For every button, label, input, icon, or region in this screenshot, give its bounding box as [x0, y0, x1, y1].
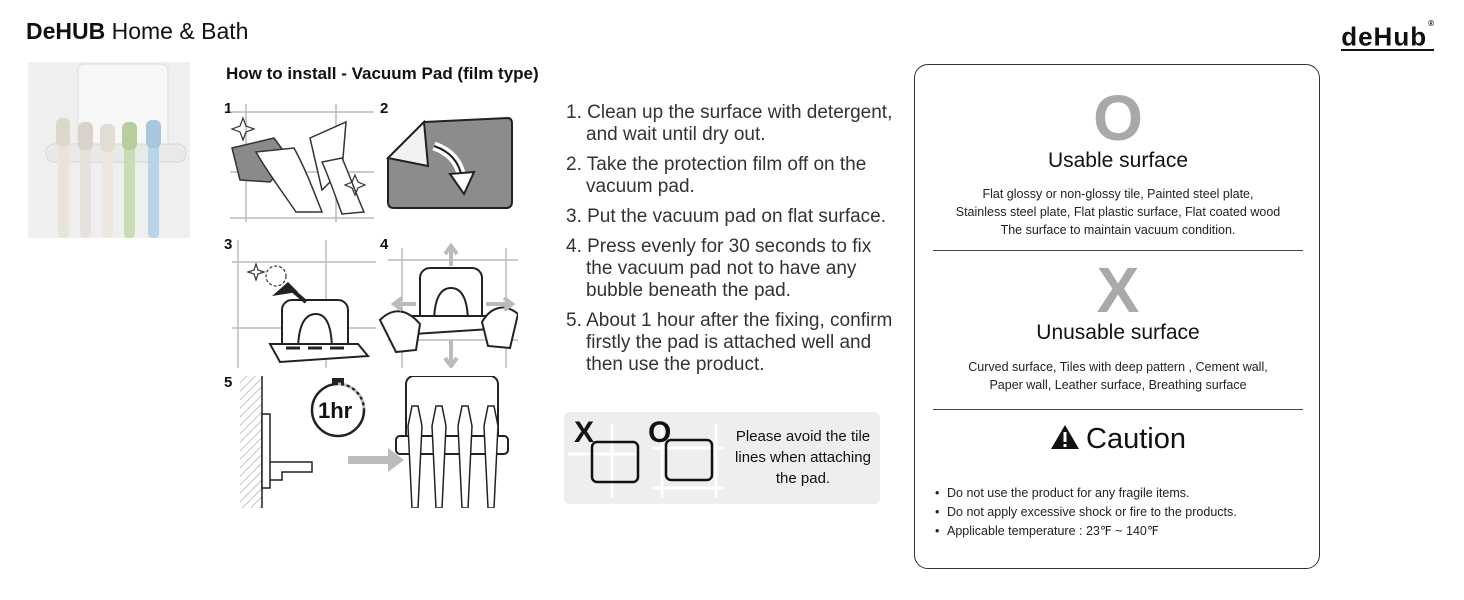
product-photo [28, 62, 190, 238]
divider [933, 250, 1303, 251]
caution-item: • Do not use the product for any fragile items. [935, 484, 1237, 503]
install-step-2: 2. Take the protection film off on the vacuum pad. [566, 154, 867, 197]
tip-text: Please avoid the tile lines when attaching the pad. [735, 428, 871, 487]
tip-bad-mark: X [574, 416, 595, 449]
toothbrush-holder-image [28, 62, 190, 238]
usable-surface-desc [915, 185, 1321, 239]
caution-item: • Applicable temperature : 23℉ ~ 140℉ [935, 522, 1237, 541]
divider [933, 409, 1303, 410]
step-number-5: 5 [224, 374, 233, 391]
usable-desc-line: Stainless steel plate, Flat plastic surface, Flat coated wood [955, 205, 1281, 219]
tip-good-mark: O [648, 416, 672, 449]
caution-list [935, 484, 1237, 541]
registered-mark: ® [1428, 19, 1435, 28]
step-number-2: 2 [380, 100, 389, 117]
step-2-peel-film-illustration [384, 116, 516, 212]
install-step-4: 4. Press evenly for 30 seconds to fix the vacuum pad not to have any bubble beneath the pad. [566, 236, 872, 301]
brand-title [26, 18, 248, 45]
step-number-1: 1 [224, 100, 233, 117]
step-4-press-pad-illustration [378, 240, 518, 368]
install-step-3: 3. Put the vacuum pad on flat surface. [566, 206, 887, 227]
brand-name: DeHUB [26, 18, 106, 44]
unusable-desc-line: Curved surface, Tiles with deep pattern , Cement wall, [968, 360, 1268, 374]
unusable-surface-title: Unusable surface [1036, 321, 1200, 344]
surface-guide-panel [914, 64, 1320, 569]
usable-mark: O [1093, 82, 1143, 154]
warning-triangle-icon [1050, 424, 1080, 450]
install-step-1: 1. Clean up the surface with detergent, and wait until dry out. [566, 102, 893, 145]
caution-title: Caution [1086, 423, 1186, 455]
unusable-surface-desc [915, 358, 1321, 394]
unusable-desc-line: Paper wall, Leather surface, Breathing surface [989, 378, 1247, 392]
install-steps-list [566, 102, 896, 384]
install-title: How to install - Vacuum Pad (film type) [226, 64, 539, 83]
unusable-mark: X [1096, 254, 1140, 326]
timer-label: 1hr [318, 398, 353, 423]
dehub-logo [1341, 19, 1435, 52]
usable-surface-title: Usable surface [1047, 149, 1189, 172]
usable-desc-line: Flat glossy or non-glossy tile, Painted steel plate, [982, 187, 1254, 201]
step-1-wipe-illustration [226, 100, 374, 222]
caution-heading [915, 423, 1321, 456]
caution-item: • Do not apply excessive shock or fire to the products. [935, 503, 1237, 522]
step-number-3: 3 [224, 236, 233, 253]
usable-desc-line: The surface to maintain vacuum condition. [1000, 223, 1236, 237]
step-3-place-pad-illustration [232, 240, 376, 368]
step-number-4: 4 [380, 236, 389, 253]
step-5-wait-and-use-illustration [238, 376, 522, 508]
logo-text: deHub [1341, 21, 1428, 52]
brand-subtitle: Home & Bath [105, 18, 249, 44]
install-step-5: 5. About 1 hour after the fixing, confirm firstly the pad is attached well and then use the product. [566, 310, 893, 375]
